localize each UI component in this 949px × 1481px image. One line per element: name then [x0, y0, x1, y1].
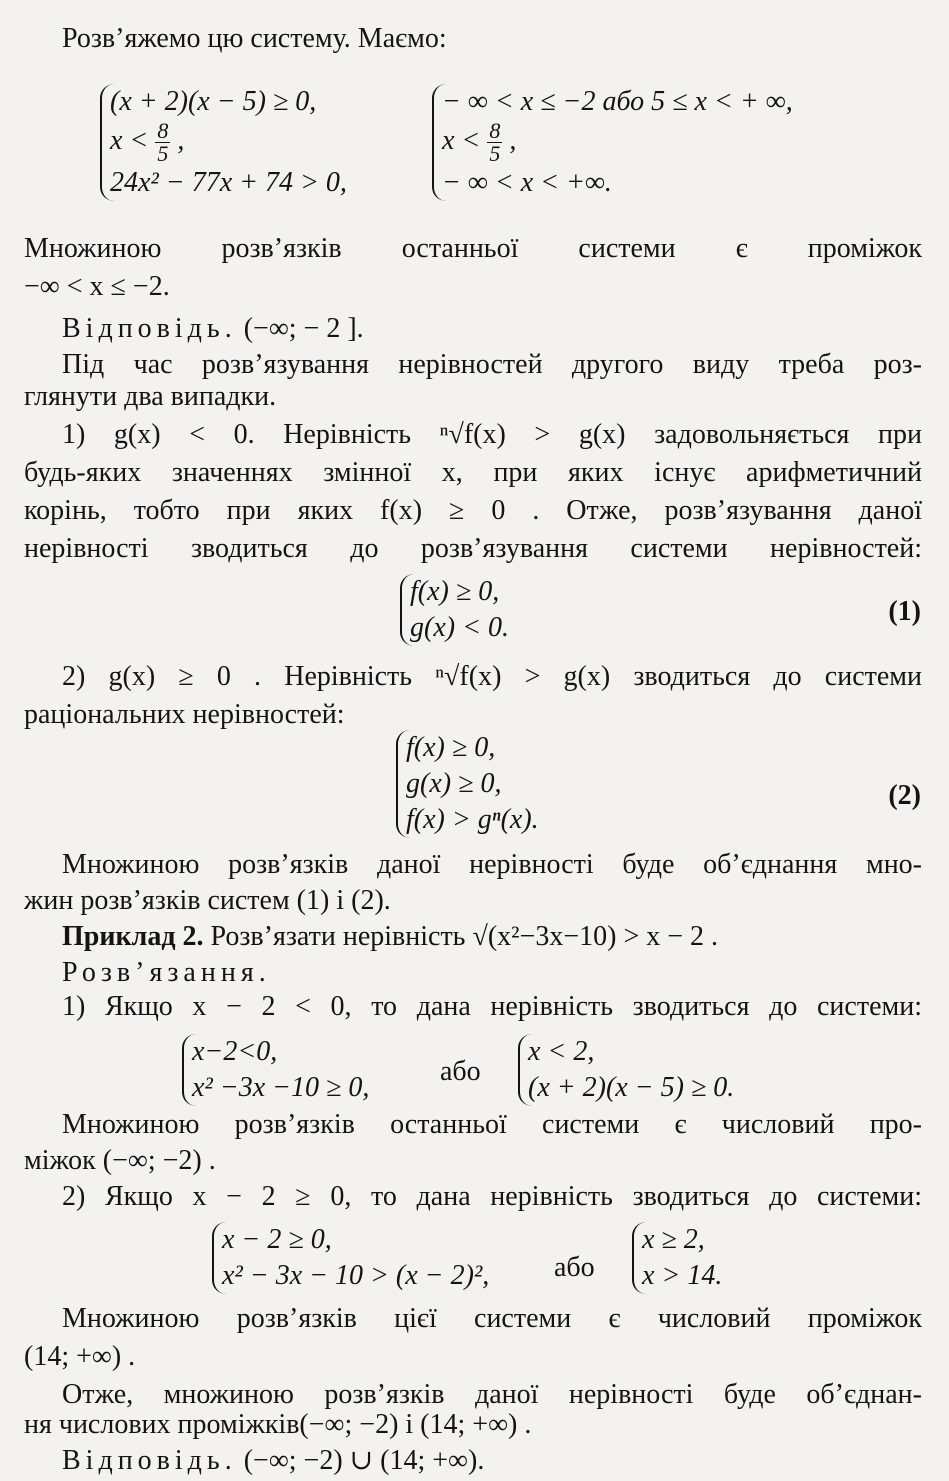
paragraph-7-line-2: міжок (−∞; −2) .	[24, 1145, 216, 1176]
intro-line: Розв’яжемо цю систему. Маємо:	[62, 23, 447, 54]
paragraph-3-line-2: глянути два випадки.	[24, 381, 277, 412]
system-6-row-2: (x + 2)(x − 5) ≥ 0.	[528, 1072, 735, 1103]
paragraph-4-line-1: 1) g(x) < 0. Нерівність ⁿ√f(x) > g(x) задовольняється при	[62, 419, 922, 450]
answer-2: Відповідь. (−∞; −2) ∪ (14; +∞).	[62, 1445, 485, 1476]
paragraph-8-line-2: (14; +∞) .	[24, 1341, 136, 1372]
paragraph-4-line-2: будь-яких значеннях змінної x, при яких існує арифметичний	[24, 457, 922, 488]
system-7-row-1: x − 2 ≥ 0,	[222, 1224, 332, 1255]
paragraph-2-line-2: −∞ < x ≤ −2.	[24, 271, 170, 302]
system-4-row-2: g(x) ≥ 0,	[406, 768, 502, 799]
or-word-2: або	[554, 1252, 595, 1283]
system-5	[182, 1034, 369, 1106]
equation-number-1: (1)	[888, 596, 921, 627]
answer-1: Відповідь. (−∞; − 2 ].	[62, 313, 364, 344]
system-1	[100, 84, 347, 201]
system-7	[212, 1222, 489, 1294]
or-word-1: або	[440, 1056, 481, 1087]
paragraph-2-line-1: Множиною розв’язків останньої системи є проміжок	[24, 233, 922, 264]
system-2-row-1: − ∞ < x ≤ −2 або 5 ≤ x < + ∞,	[442, 86, 793, 117]
case-1-line: 1) Якщо x − 2 < 0, то дана нерівність зводиться до системи:	[62, 991, 922, 1022]
paragraph-7-line-1: Множиною розв’язків останньої системи є числовий про-	[62, 1109, 922, 1140]
system-8-row-2: x > 14.	[642, 1260, 723, 1291]
system-6-row-1: x < 2,	[528, 1036, 595, 1067]
paragraph-6-line-2: жин розв’язків систем (1) і (2).	[24, 885, 391, 916]
paragraph-5-line-1: 2) g(x) ≥ 0 . Нерівність ⁿ√f(x) > g(x) зводиться до системи	[62, 661, 922, 692]
system-1-row-2: x < $\frac{8}{5}$ ,	[110, 118, 185, 166]
paragraph-8-line-1: Множиною розв’язків цієї системи є числовий проміжок	[62, 1303, 922, 1334]
paragraph-5-line-2: раціональних нерівностей:	[24, 699, 345, 730]
paragraph-9-line-1: Отже, множиною розв’язків даної нерівності буде об’єднан-	[62, 1379, 922, 1410]
equation-number-2: (2)	[888, 780, 921, 811]
system-5-row-1: x−2<0,	[192, 1036, 278, 1067]
paragraph-4-line-3: корінь, тобто при яких f(x) ≥ 0 . Отже, розв’язування даної	[24, 495, 922, 526]
system-1-row-3: 24x² − 77x + 74 > 0,	[110, 167, 347, 198]
example-2-statement: Приклад 2. Розв’язати нерівність √(x²−3x−10) > x − 2 .	[62, 921, 719, 952]
system-3-row-2: g(x) < 0.	[410, 612, 509, 643]
system-1-row-1: (x + 2)(x − 5) ≥ 0,	[110, 86, 317, 117]
system-2	[432, 84, 793, 201]
system-8-row-1: x ≥ 2,	[642, 1224, 705, 1255]
system-3	[400, 574, 509, 646]
paragraph-3-line-1: Під час розв’язування нерівностей другого виду треба роз-	[62, 349, 922, 380]
paragraph-4-line-4: нерівності зводиться до розв’язування системи нерівностей:	[24, 533, 922, 564]
paragraph-6-line-1: Множиною розв’язків даної нерівності буде об’єднання мно-	[62, 849, 922, 880]
system-6	[518, 1034, 734, 1106]
system-8	[632, 1222, 722, 1294]
system-4-row-1: f(x) ≥ 0,	[406, 732, 496, 763]
system-7-row-2: x² − 3x − 10 > (x − 2)²,	[222, 1260, 490, 1291]
solution-label: Розв’язання.	[62, 957, 271, 988]
fraction-8-5: $\frac{8}{5}$	[157, 118, 169, 166]
case-2-line: 2) Якщо x − 2 ≥ 0, то дана нерівність зводиться до системи:	[62, 1181, 922, 1212]
system-2-row-2: x < $\frac{8}{5}$ ,	[442, 118, 517, 166]
paragraph-9-line-2: ня числових проміжків(−∞; −2) і (14; +∞) .	[24, 1409, 532, 1440]
system-4-row-3: f(x) > gⁿ(x).	[406, 804, 539, 835]
system-2-row-3: − ∞ < x < +∞.	[442, 167, 612, 198]
system-4	[396, 730, 539, 838]
system-5-row-2: x² −3x −10 ≥ 0,	[192, 1072, 370, 1103]
system-3-row-1: f(x) ≥ 0,	[410, 576, 500, 607]
